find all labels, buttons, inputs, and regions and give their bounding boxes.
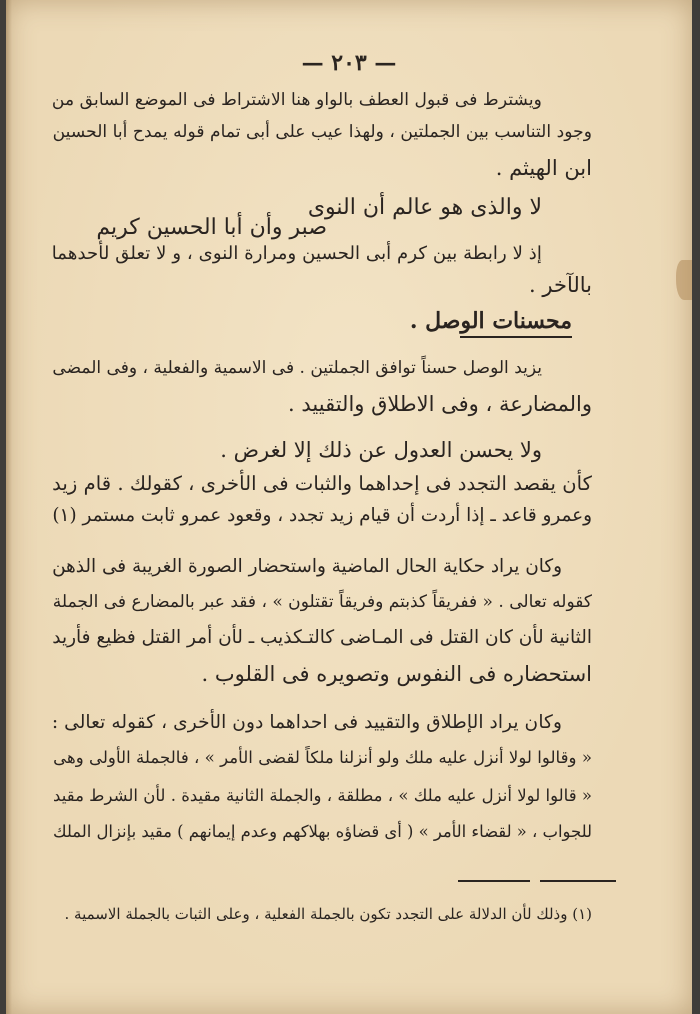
footnote-1: (١) وذلك لأن الدلالة على التجدد تكون بالجملة الفعلية ، وعلى الثبات بالجملة الاسمية . <box>64 905 592 923</box>
paragraph-5-line-3: الثانية لأن كان القتل فى المـاضى كالتـكذيب ـ لأن أمر القتل فظيع فأريد <box>52 627 592 648</box>
paragraph-1-line-1: ويشترط فى قبول العطف بالواو هنا الاشتراط فى الموضع السابق من <box>51 90 542 110</box>
page-edge-tear <box>676 260 692 300</box>
paragraph-4-line-1: ولا يحسن العدول عن ذلك إلا لغرض . <box>220 438 542 462</box>
page-number: — ٢٠٣ — <box>301 50 397 76</box>
paragraph-1-line-3: ابن الهيثم . <box>495 156 592 180</box>
book-page <box>6 0 692 1014</box>
poem-first-hemistich: لا والذى هو عالم أن النوى <box>307 195 542 220</box>
paragraph-6-line-1: وكان يراد الإطلاق والتقييد فى احداهما دون الأخرى ، كقوله تعالى : <box>51 712 562 733</box>
paragraph-5-line-1: وكان يراد حكاية الحال الماضية واستحضار الصورة الغريبة فى الذهن <box>52 556 562 577</box>
heading-underline <box>460 336 572 338</box>
paragraph-3-line-2: والمضارعة ، وفى الاطلاق والتقييد . <box>288 392 592 416</box>
paragraph-5-line-2: كقوله تعالى . « ففريقاً كذبتم وفريقاً تقتلون » ، فقد عبر بالمضارع فى الجملة <box>52 592 592 612</box>
poem-second-hemistich: صبر وأن أبا الحسين كريم <box>96 215 327 240</box>
paragraph-1-line-2: وجود التناسب بين الجملتين ، ولهذا عيب على أبى تمام قوله يمدح أبا الحسين <box>52 122 592 142</box>
paragraph-6-line-3: « قالوا لولا أنزل عليه ملك » ، مطلقة ، والجملة الثانية مقيدة . لأن الشرط مقيد <box>53 786 592 805</box>
paragraph-4-line-2: كأن يقصد التجدد فى إحداهما والثبات فى الأخرى ، كقولك . قام زيد <box>52 472 592 495</box>
paragraph-2-line-2: بالآخر . <box>529 273 592 297</box>
paragraph-3-line-1: يزيد الوصل حسناً توافق الجملتين . فى الاسمية والفعلية ، وفى المضى <box>52 358 542 378</box>
paragraph-2-line-1: إذ لا رابطة بين كرم أبى الحسين ومرارة النوى ، و لا تعلق لأحدهما <box>51 243 542 264</box>
footnote-rule-right <box>540 880 616 882</box>
paragraph-5-line-4: استحضاره فى النفوس وتصويره فى القلوب . <box>201 662 592 686</box>
footnote-rule-left <box>458 880 530 882</box>
section-heading: محسنات الوصل . <box>409 308 572 334</box>
paragraph-6-line-2: « وقالوا لولا أنزل عليه ملك ولو أنزلنا ملكاً لقضى الأمر » ، فالجملة الأولى وهى <box>53 748 592 767</box>
paragraph-6-line-4: للجواب ، « لقضاء الأمر » ( أى قضاؤه بهلاكهم وعدم إيمانهم ) مقيد بإنزال الملك <box>53 822 592 841</box>
paragraph-4-line-3: وعمرو قاعد ـ إذا أردت أن قيام زيد تجدد ، وقعود عمرو ثابت مستمر (١) <box>52 505 592 526</box>
page-edge-shadow <box>6 0 12 1014</box>
